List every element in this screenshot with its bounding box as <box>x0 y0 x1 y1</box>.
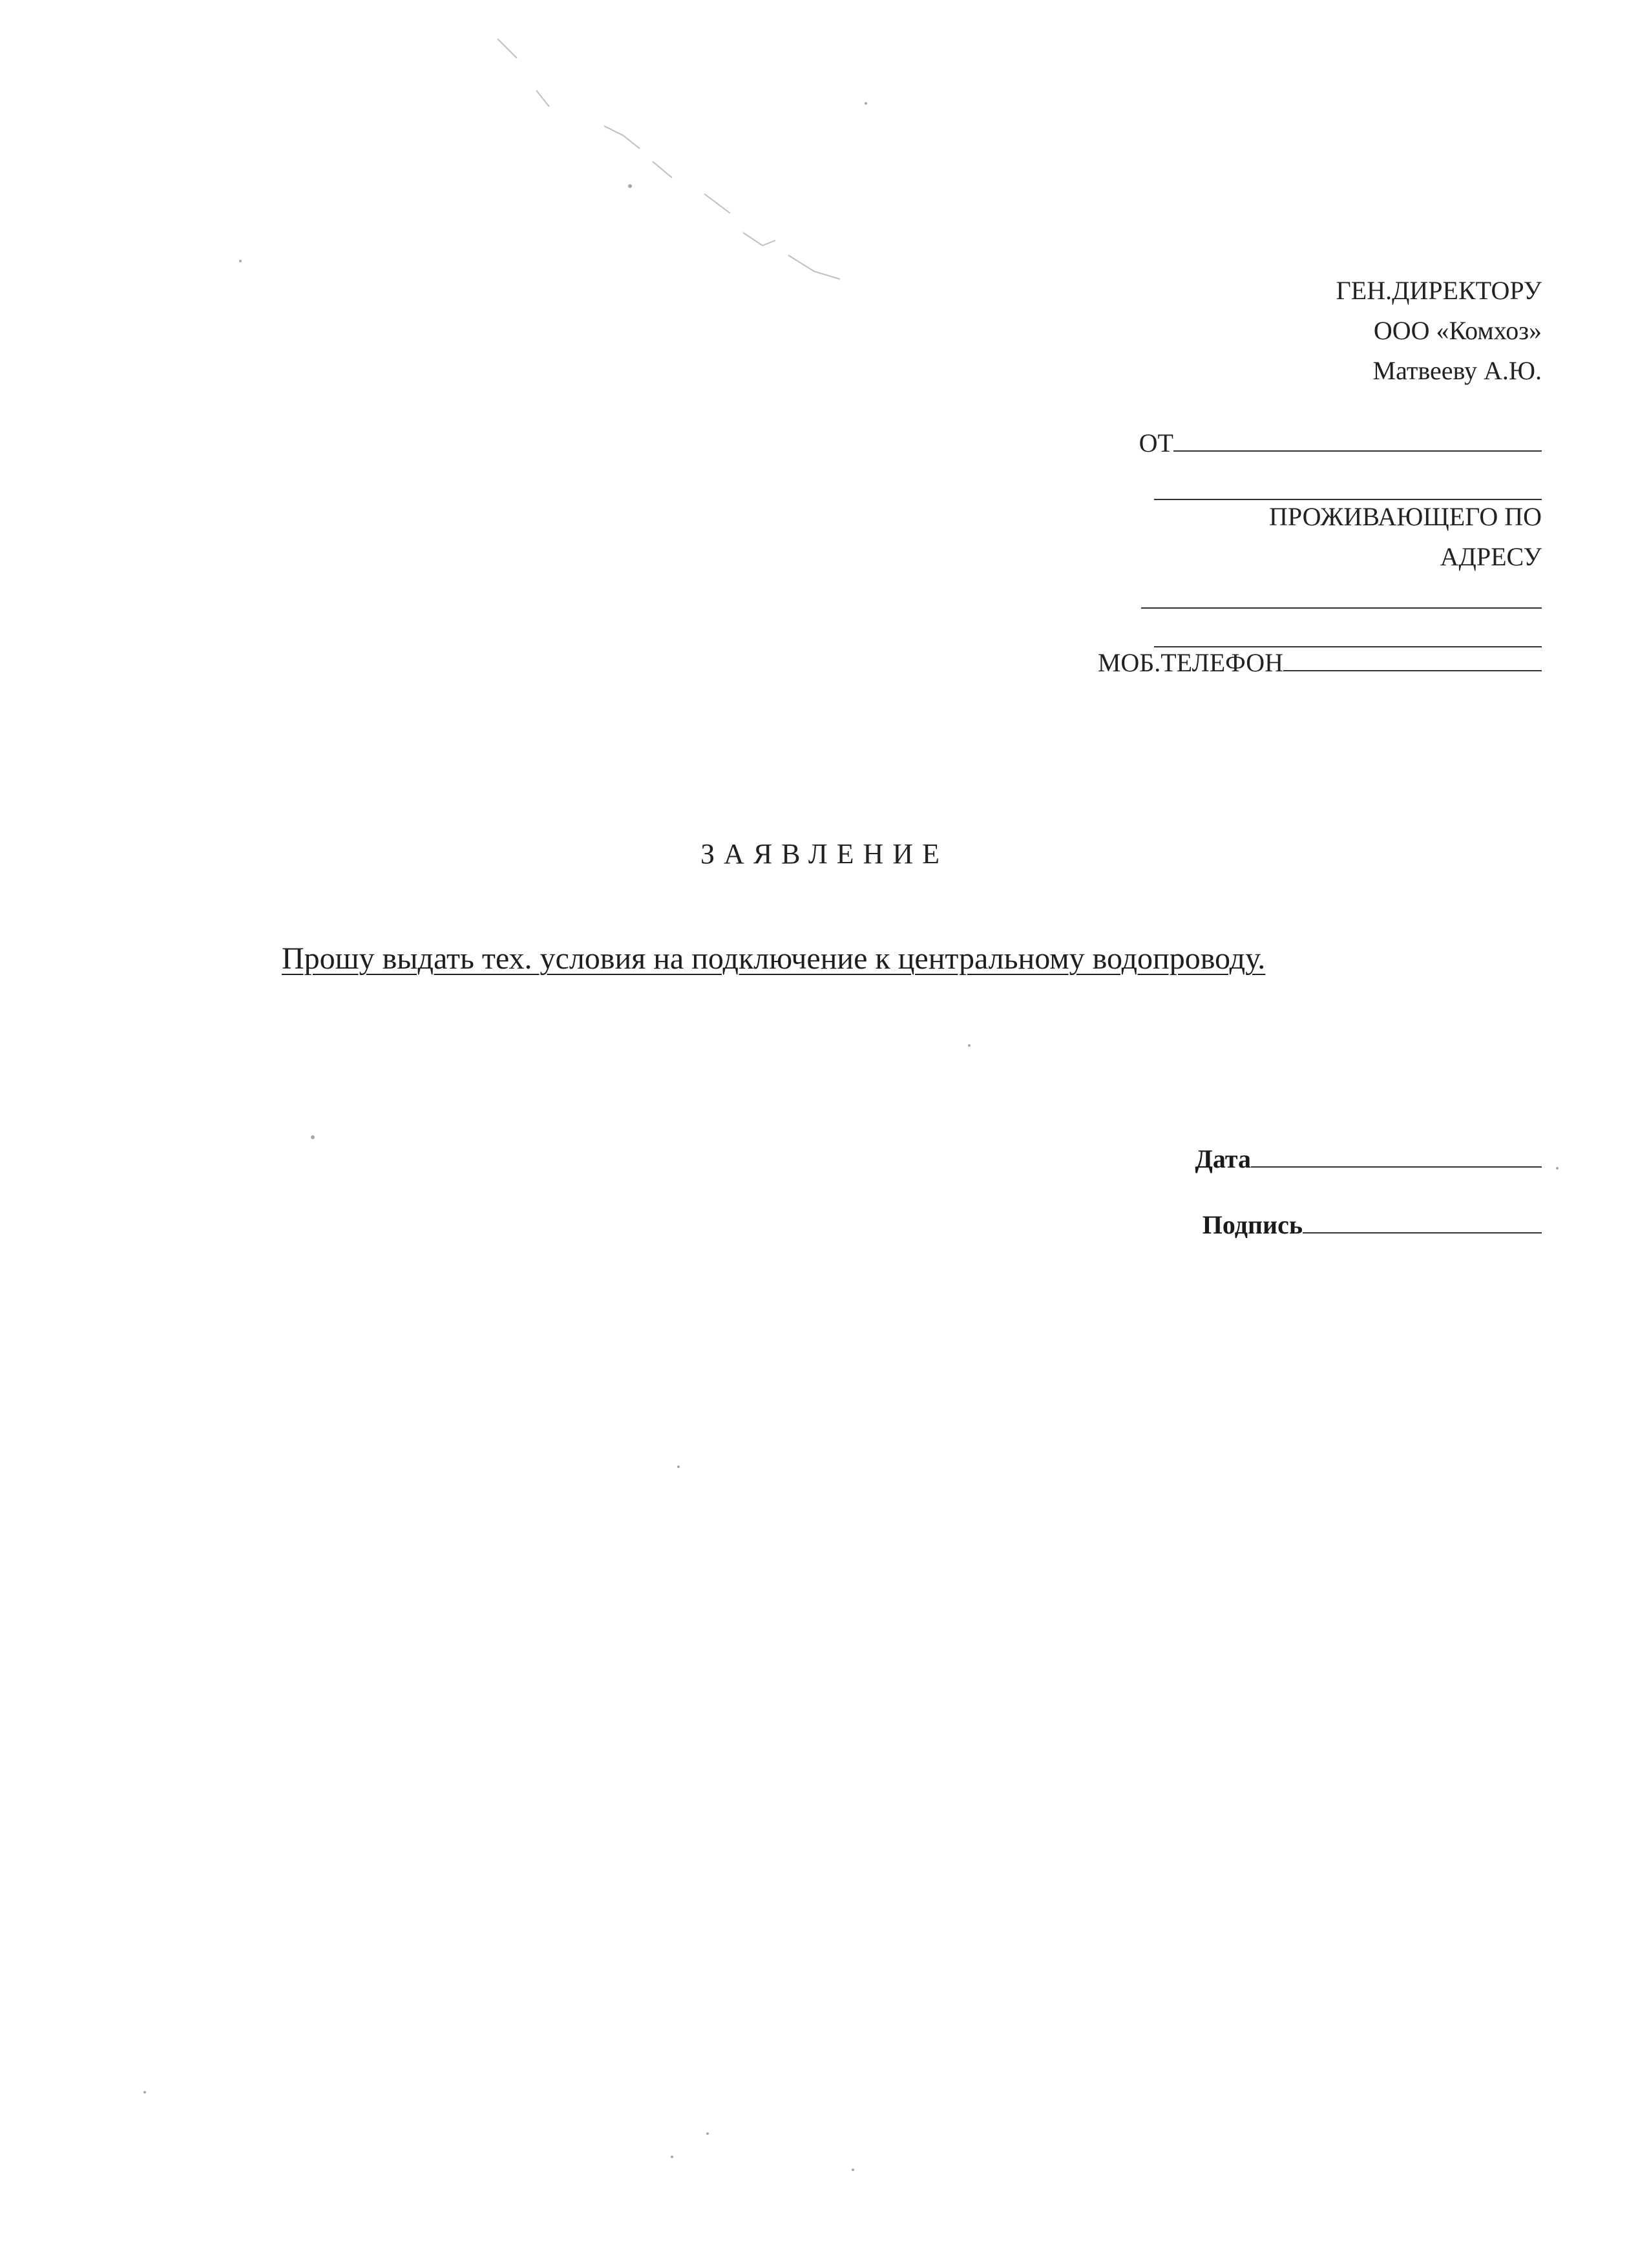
address-label-line2: АДРЕСУ <box>1440 542 1542 571</box>
from-field[interactable] <box>1173 427 1542 452</box>
signature-field[interactable] <box>1303 1210 1542 1234</box>
addressee-name: Матвееву А.Ю. <box>1372 356 1542 385</box>
date-label: Дата <box>1195 1144 1251 1173</box>
signature-row <box>1203 1210 1542 1240</box>
signature-label: Подпись <box>1202 1210 1303 1239</box>
address-field-line1[interactable] <box>1141 607 1542 609</box>
addressee-title: ГЕН.ДИРЕКТОРУ <box>1336 276 1542 305</box>
from-row <box>1139 426 1542 460</box>
date-field[interactable] <box>1251 1144 1542 1168</box>
date-row <box>1195 1144 1542 1174</box>
request-text: Прошу выдать тех. условия на подключение к центральному водопроводу. <box>282 941 1266 976</box>
from-label: ОТ <box>1139 428 1173 457</box>
document-title: ЗАЯВЛЕНИЕ <box>700 838 949 870</box>
phone-row <box>1098 646 1542 680</box>
phone-field[interactable] <box>1283 647 1542 671</box>
address-label-line1: ПРОЖИВАЮЩЕГО ПО <box>1269 502 1542 531</box>
phone-label: МОБ.ТЕЛЕФОН <box>1097 648 1283 677</box>
addressee-company: ООО «Комхоз» <box>1373 316 1542 345</box>
